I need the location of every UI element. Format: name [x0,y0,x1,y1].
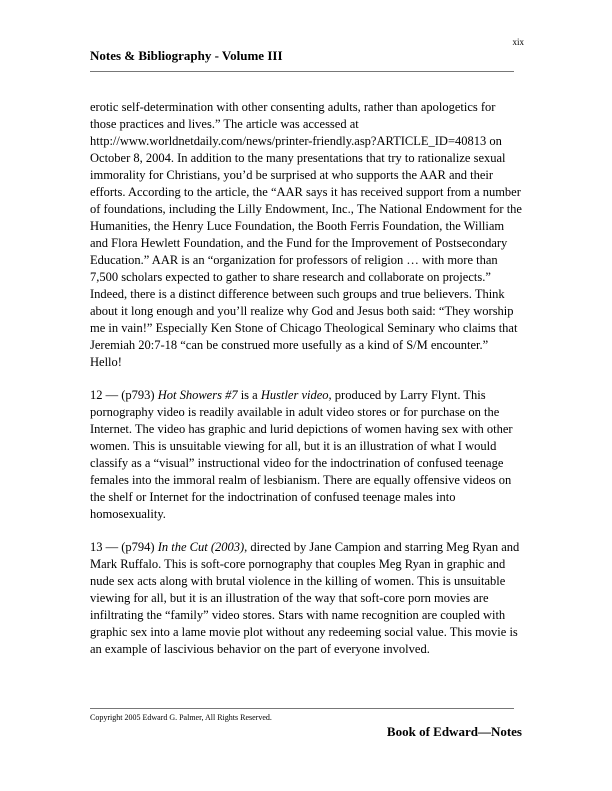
endnote-12-text: produced by Larry Flynt. This pornography video is readily available in adult video stores or for purchase on the Internet. The video has graphic and lurid depictions of women having sex with other women. This is unsuitable viewing for all, but it is an illustration of what I would classify as a “visual” instructional video for the indoctrination of confused teenage females into the immoral realm of lesbianism. There are equally offensive videos on the shelf or Internet for the indoctrination of confused teenage males into homosexuality. [90,388,513,521]
copyright-notice: Copyright 2005 Edward G. Palmer, All Rights Reserved. [90,713,272,722]
endnote-12-title: Hot Showers #7 [157,388,238,402]
endnote-13 [90,539,522,658]
endnote-12-studio: Hustler video, [260,388,332,402]
endnote-13-title: In the Cut (2003) [157,540,245,554]
endnote-13-text: , directed by Jane Campion and starring Meg Ryan and Mark Ruffalo. This is soft-core pornography that couples Meg Ryan in graphic and nude sex acts along with brutal violence in the killing of women. This is unsuitable viewing for all, but it is an illustration of the way that soft-core porn movies are infiltrating the “family” video stores. Stars with name recognition are coupled with graphic sex into a lame movie plot without any redeeming social value. This movie is an example of lascivious behavior on the part of everyone involved. [90,540,520,656]
endnote-12-mid: is a [237,388,261,402]
page-number: xix [512,37,524,47]
running-header-title: Notes & Bibliography - Volume III [90,48,283,63]
running-footer-title: Book of Edward—Notes [386,724,522,739]
main-text [90,99,522,674]
footer-divider [90,708,514,709]
endnote-13-prefix: 13 — (p794) [90,540,158,554]
endnote-12-prefix: 12 — (p793) [90,388,158,402]
paragraph-continuation: erotic self-determination with other consenting adults, rather than apologetics for those practices and lives.” The article was accessed at http://www.worldnetdaily.com/news/printer-friendly.asp?ARTICLE_ID=40813 on October 8, 2004. In addition to the many presentations that try to rationalize sexual immorality for Christians, you’d be surprised at who supports the AAR and their efforts. According to the article, the “AAR says it has received support from a number of foundations, including the Lilly Endowment, Inc., The National Endowment for the Humanities, the Henry Luce Foundation, the Booth Ferris Foundation, the William and Flora Hewlett Foundation, and the Fund for the Improvement of Postsecondary Education.” AAR is an “organization for professors of religion … with more than 7,500 scholars expected to gather to share research and collaborate on projects.” Indeed, there is a distinct difference between such groups and true believers. Think about it long enough and you’ll realize why God and Jesus both said: “They worship me in vain!” Especially Ken Stone of Chicago Theological Seminary who claims that Jeremiah 20:7-18 “can be construed more usefully as a kind of S/M encounter.” Hello! [90,100,522,369]
header-divider [90,71,514,72]
endnote-12 [90,387,522,523]
